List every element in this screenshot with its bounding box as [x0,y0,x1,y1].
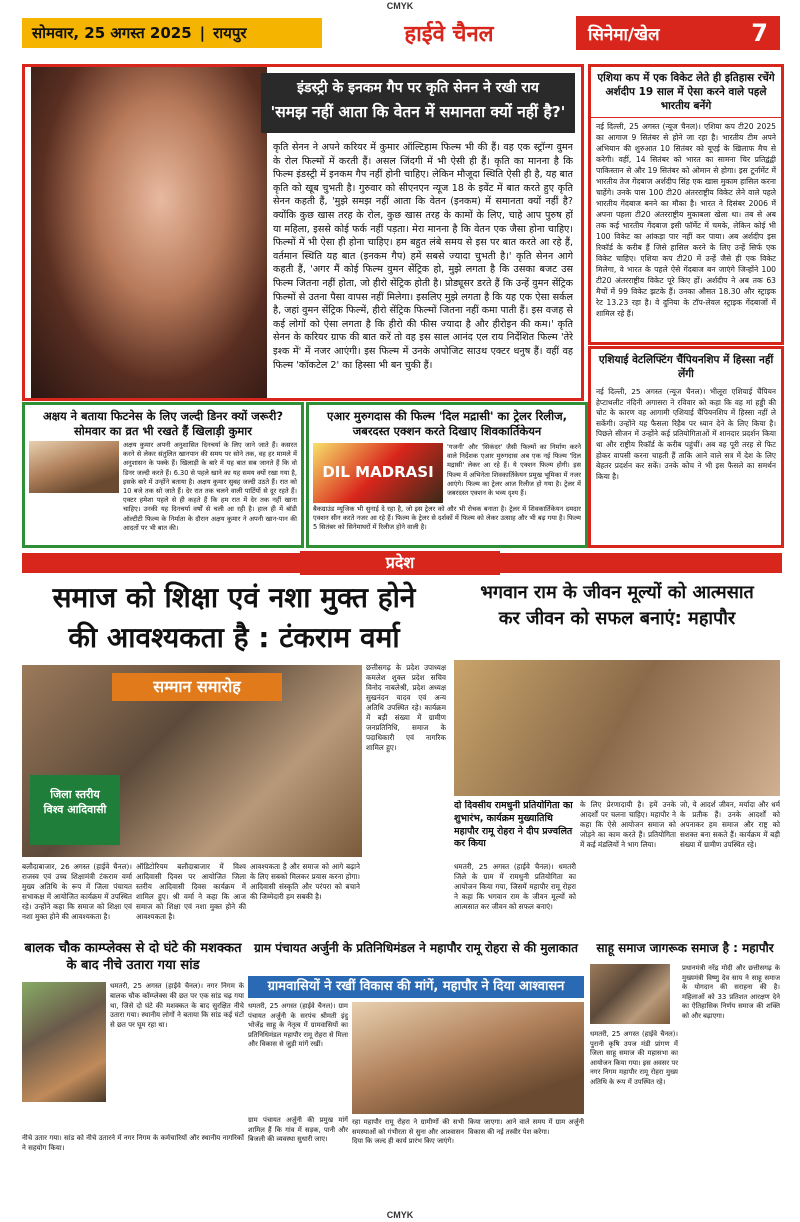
ram-headline-box [454,580,780,656]
cmyk-bottom: CMYK [386,1210,414,1220]
kriti-body: कृति सेनन ने अपने करियर में कुमार ऑल्टिहाम फिल्म भी की हैं। वह एक स्ट्रॉन्ग वुमन के रोल फिल्मों में करती हैं। असल जिंदगी में भी ऐसी ही हैं। कृति का मानना है कि फिल्म इंडस्ट्री में इनकम गैप नहीं होनी चाहिए। लेकिन मौजूदा स्थिति ऐसी ही है, यह बात कृति को खूब चुभती है। गुरुवार को सीएनएन न्यूज 18 के इवेंट में बात करते हुए कृति सेनन कहती हैं, 'मुझे समझ नहीं आता कि वेतन (इनकम) में समानता क्यों नहीं है? क्योंकि कुछ खास तरह के रोल, कुछ खास तरह के कामों के लिए, चाहे आप पुरुष हों या महिला, इससे कोई फर्क नहीं पड़ता। मेरा मानना है कि वेतन एक जैसा होना चाहिए। फिल्मों में भी ऐसा ही होना चाहिए। हम बहुत लंबे समय से इस पर बात करते आ रहे हैं, वर्तमान स्थिति यह बात (इनकम गैप) हमें सबसे ज्यादा चुभती है।' कृति सेनन आगे कहती हैं, 'अगर मैं कोई फिल्म वुमन सेंट्रिक हो, मुझे लगता है कि उसका बजट उस फिल्म जितना नहीं होता, जो हीरो सेंट्रिक होती है। प्रोड्यूसर डरते हैं कि उन्हें वुमन सेंट्रिक फिल्मों से उतना पैसा वापस नहीं मिलेगा। इसलिए मुझे लगता है कि यह एक ऐसा सर्कल है, जहां वुमन सेंट्रिक फिल्में, हीरो सेंट्रिक फिल्मों जितना नहीं कमा पाती हैं। इस वजह से कई लोगों को ऐसा लगता है कि हीरो की फीस ज्यादा है और हीरोइन की कम।' कृति सेनन के करियर ग्राफ की बात करें तो वह इस साल आनंद एल राय निर्देशित फिल्म 'तेरे इश्क में' में नजर आएंगी। इस फिल्म में उनके अपोजिट साउथ एक्टर धनुष हैं। वहीं वह फिल्म 'कॉकटेल 2' का हिस्सा भी बन चुकी हैं। [273,142,573,371]
complex-body: धमतरी, 25 अगस्त (हाईवे चैनल)। नगर निगम के बालक चौक कॉम्प्लेक्स की छत पर एक सांड चढ़ गया था, जिसे दो घंटे की मशक्कत के बाद सुरक्षित नीचे उतारा गया। स्थानीय लोगों ने बताया कि सांड कई घंटों से छत पर घूम रहा था। [110,982,244,1030]
header-section-bar [576,16,780,50]
tankaram-col1: बलौदाबाजार, 26 अगस्त (हाईवे चैनल)। राजस्व एवं उच्च शिक्षामंत्री टंकराम वर्मा मुख्य अतिथि के रूप में जिला पंचायत सभाकक्ष में आयोजित कार्यक्रम में उपस्थित रहे। उन्होंने कहा कि समाज को शिक्षा एवं नशा मुक्त होने की आवश्यकता है। [22,862,132,921]
asia-cup-headline: एशिया कप में एक विकेट लेते ही इतिहास रचेंगे अर्शदीप 19 साल में ऐसा करने वाले पहले भारतीय बनेंगे [591,67,781,118]
murugadoss-headline: एआर मुरुगदास की फिल्म 'दिल मद्रासी' का ट्रेलर रिलीज, जबरदस्त एक्शन करते दिखाए शिवकार्तिकेयन [327,409,567,438]
tankaram-col3: आवश्यकता है और समाज को आगे बढ़ाने के लिए सबको मिलकर प्रयास करना होगा। आदिवासी संस्कृति और परंपरा को बचाने की जिम्मेदारी हम सबकी है। [250,862,360,901]
arjuni-body-3: रहा महापौर रामू रोहरा ने ग्रामीणों की सभी समस्याओं को गंभीरता से सुना और आश्वासन दिया कि जल्द ही कार्य प्रारंभ किए जाएंगे। [352,1118,464,1146]
ram-headline-2: कर जीवन को सफल बनाएं: महापौर [498,608,736,629]
nandini-body: नई दिल्ली, 25 अगस्त (न्यूज चैनल)। भीलूरा एशियाई चैंपियन हेप्टाथलीट नंदिनी अगासरा ने रविवार को कहा कि वह मां हड्डी की चोट के कारण वह आगामी एशियाई चैंपियनशिप में हिस्सा नहीं ले सकेंगी। उन्होंने यह फैसला रिहैब पर ध्यान देने के लिए किया है। पिछले सीजन में उन्होंने कई प्रतियोगिताओं में शानदार प्रदर्शन किया था और राष्ट्रीय रिकॉर्ड के करीब पहुंचीं। अब वह पूरी तरह से फिट होकर वापसी करना चाहती हैं ताकि आने वाले सत्र में देश के लिए बेहतर प्रदर्शन कर सकें। उनके कोच ने भी इस फैसले का समर्थन किया है। [596,387,776,481]
kriti-photo [31,67,267,398]
kriti-headline-2: 'समझ नहीं आता कि वेतन में समानता क्यों नहीं है?' [270,103,566,121]
kriti-headline-1: इंडस्ट्री के इनकम गैप पर कृति सेनन ने रखी राय [297,80,539,96]
tankaram-col2: ऑडिटोरियम बलौदाबाजार में विश्व आदिवासी दिवस पर आयोजित जिला स्तरीय आदिवासी दिवस कार्यक्रम में शामिल हुए। श्री वर्मा ने कहा कि आज समाज को शिक्षा एवं नशा मुक्त होने की आवश्यकता है। [136,862,246,921]
ram-body-3: जो, ये आदर्श जीवन, मर्यादा और धर्म के प्रतीक हैं। उनके आदर्शों को अपनाकर हम समाज और राष्ट्र को सशक्त बना सकते हैं। कार्यक्रम में बड़ी संख्या में ग्रामीण उपस्थित रहे। [680,800,780,849]
header-brand: हाईवे चैनल [404,21,494,47]
akshay-photo [29,441,119,493]
arjuni-subbar: ग्रामवासियों ने रखीं विकास की मांगें, महापौर ने दिया आश्वासन [248,976,584,998]
section-label: प्रदेश [300,551,500,575]
sahu-headline: साहू समाज जागरूक समाज है : महापौर [596,941,774,955]
arjuni-body-2: ग्राम पंचायत अर्जुनी की प्रमुख मांगें शामिल हैं कि गांव में सड़क, पानी और बिजली की व्यवस्था सुधारी जाए। [248,1116,348,1144]
header-city: रायपुर [213,24,247,42]
poster-text: DIL MADRASI [322,463,434,481]
murugadoss-story [306,402,588,548]
stage-text-2: विश्व आदिवासी [43,803,107,816]
arjuni-photo [352,1002,584,1114]
arjuni-body-1: धमतरी, 25 अगस्त (हाईवे चैनल)। ग्राम पंचायत अर्जुनी के सरपंच श्रीमती इंदु भोजेंद्र साहू के नेतृत्व में ग्रामवासियों का प्रतिनिधिमंडल महापौर रामू रोहरा से मिला और विकास से जुड़ी मांगें रखीं। [248,1002,348,1049]
complex-photo [22,982,106,1102]
stage-text-1: जिला स्तरीय [50,788,100,801]
kriti-headline-box [261,73,575,133]
akshay-headline: अक्षय ने बताया फिटनेस के लिए जल्दी डिनर क्यों जरूरी? सोमवार का व्रत भी रखते हैं खिलाड़ी कुमार [42,409,284,438]
cmyk-top: CMYK [386,1,414,11]
tankaram-headline-1: समाज को शिक्षा एवं नशा मुक्त होने [52,581,416,614]
dil-madrasi-poster [313,443,443,503]
nandini-story [588,346,784,548]
tankaram-col4: छत्तीसगढ़ के प्रदेश उपाध्यक्ष कमलेश शुक्ल प्रदेश सचिव विनोद नाबलेश्री, प्रदेश अध्यक्ष सुखनंदन यादव एवं अन्य अतिथि उपस्थित रहे। कार्यक्रम में बड़ी संख्या में ग्रामीण जनप्रतिनिधि, समाज के पदाधिकारी एवं नागरिक शामिल हुए। [366,663,446,752]
sahu-photo [590,964,670,1024]
page-header [22,14,780,52]
nandini-headline: एशियाई वेटलिफ्टिंग चैंपियनशिप में हिस्सा नहीं लेंगी [598,354,774,380]
arjuni-body-4: किया जाएगा। आने वाले समय में ग्राम अर्जुनी विकास की नई तस्वीर पेश करेगा। [468,1118,584,1136]
header-date: सोमवार, 25 अगस्त 2025 [32,24,192,42]
arjuni-headline: ग्राम पंचायत अर्जुनी के प्रतिनिधिमंडल ने महापौर रामू रोहरा से की मुलाकात [254,941,578,955]
tankaram-banner: सम्मान समारोह [112,673,282,701]
akshay-body: अक्षय कुमार अपनी अनुशासित दिनचर्या के लिए जाने जाते हैं। कसरत करने से लेकर संतुलित खानपान की समय पर सोने तक, वह हर मामले में अनुशासन के पक्के हैं। खिलाड़ी के बारे में यह बात सब जानते हैं कि वो डिनर जल्दी करते हैं। 6.30 से पहले खाने का यह समय क्यों रखा गया है, इसके बारे में उन्होंने बताया है। अक्षय कुमार सुबह जल्दी उठते हैं। रात को 10 बजे तक सो जाते हैं। देर रात तक चलने वाली पार्टियों से दूर रहते हैं। एक्टर हमेशा पहले से ही कहते हैं कि हम रात में देर तक नहीं खाना चाहिए। उनकी यह दिनचर्या वर्षों से चली आ रही है। हाल ही में बॉडी ऑल्टीटी फिल्म के निर्माता के दौरान अक्षय कुमार ने अपनी खान-पान की आदतों पर भी बात की। [123,441,297,532]
murugadoss-body-bottom: बैकग्राउंड म्यूजिक भी सुनाई दे रहा है, जो इस ट्रेलर को और भी रोचक बनाता है। ट्रेलर में शिवकार्तिकेयन दमदार एक्शन सीन करते नजर आ रहे हैं। फिल्म के ट्रेलर से दर्शकों में फिल्म को लेकर उत्साह और भी बढ़ गया है। फिल्म 5 सितंबर को सिनेमाघरों में रिलीज होने वाली है। [313,505,581,532]
ram-photo [454,660,780,796]
header-section: सिनेमा/खेल [588,24,660,45]
complex-story [22,938,244,1208]
ram-caption: दो दिवसीय रामधुनी प्रतियोगिता का शुभारंभ, कार्यक्रम मुख्यातिथि महापौर रामू रोहरा ने दीप प्रज्वलित कर किया [454,800,573,850]
akshay-story [22,402,304,548]
ram-body-1: धमतरी, 25 अगस्त (हाईवे चैनल)। धमतरी जिले के ग्राम में रामधुनी प्रतियोगिता का आयोजन किया गया, जिसमें महापौर रामू रोहरा ने कहा कि भगवान राम के जीवन मूल्यों को आत्मसात कर जीवन को सफल बनाएं। [454,862,576,911]
murugadoss-body-right: 'गजनी' और 'सिकंदर' जैसी फिल्मों का निर्माण करने वाले निर्देशक एआर मुरुगदास अब एक नई फिल्म 'दिल मद्रासी' लेकर आ रहे हैं। ये एक्शन फिल्म होगी। इस फिल्म में अभिनेता शिवकार्तिकेयन प्रमुख भूमिका में नजर आएंगे। फिल्म का ट्रेलर आज रिलीज हो गया है। ट्रेलर में जबरदस्त एक्शन के भव्य दृश्य हैं। [447,443,581,498]
tankaram-stage-board [30,775,120,845]
kriti-story [22,64,584,401]
sahu-body-1: धमतरी, 25 अगस्त (हाईवे चैनल)। पुरानी कृषि उपज मंडी प्रांगण में जिला साहू समाज की महासभा का आयोजन किया गया। इस अवसर पर नगर निगम महापौर रामू रोहरा मुख्य अतिथि के रूप में उपस्थित रहे। [590,1030,678,1086]
sahu-story [590,938,780,1210]
tankaram-headline-box [22,578,446,662]
ram-body-2: के लिए प्रेरणादायी है। हमें उनके आदर्शों पर चलना चाहिए। महापौर ने कहा कि ऐसे आयोजन समाज को जोड़ने का काम करते हैं। प्रतियोगिता में कई मंडलियों ने भाग लिया। [580,800,676,849]
ram-headline-1: भगवान राम के जीवन मूल्यों को आत्मसात [480,582,754,603]
asia-cup-story [588,64,784,345]
header-date-bar: सोमवार, 25 अगस्त 2025 | रायपुर [22,18,322,48]
complex-body-2: नीचे उतार गया। सांड को नीचे उतारने में नगर निगम के कर्मचारियों और स्थानीय नागरिकों ने सहयोग किया। [22,1134,244,1152]
sahu-body-2: प्रधानमंत्री नरेंद्र मोदी और छत्तीसगढ़ के मुख्यमंत्री विष्णु देव साय ने साहू समाज के योगदान की सराहना की है। महिलाओं को 33 प्रतिशत आरक्षण देने का ऐतिहासिक निर्णय समाज की शक्ति को और बढ़ाएगा। [682,964,780,1020]
tankaram-headline-2: की आवश्यकता है : टंकराम वर्मा [68,621,400,654]
arjuni-story [248,938,584,1210]
asia-cup-body: नई दिल्ली, 25 अगस्त (न्यूज चैनल)। एशिया कप टी20 2025 का आगाज 9 सितंबर से होने जा रहा है। भारतीय टीम अपने अभियान की शुरुआत 10 सितंबर को यूएई के खिलाफ मैच से करेगी। वहीं, 14 सितंबर को भारत का सामना चिर प्रतिद्वंद्वी पाकिस्तान से और 19 सितंबर को ओमान से होगा। इस टूर्नामेंट में भारतीय तेज गेंदबाज अर्शदीप सिंह एक खास मुकाम हासिल करना चाहेंगे। उनके पास 100 टी20 अंतरराष्ट्रीय विकेट लेने वाले पहले भारतीय गेंदबाज बनने का मौका है। भारत ने दिसंबर 2006 में अपना पहला टी20 अंतरराष्ट्रीय मुकाबला खेला था। तब से अब तक कई भारतीय गेंदबाज इसी फॉर्मेट में चमके, लेकिन कोई भी 100 विकेट का आंकड़ा पार नहीं कर पाया। अब अर्शदीप इस रिकॉर्ड के करीब हैं जिसे हासिल करने के लिए उन्हें सिर्फ एक विकेट चाहिए। एशिया कप टी20 में उन्हें जैसे ही एक विकेट मिलेगा, वे भारत के पहले ऐसे गेंदबाज बन जाएंगे जिन्होंने 100 टी20 अंतरराष्ट्रीय विकेट पूरे किए हों। अर्शदीप ने अब तक 63 मैचों में 99 विकेट झटके हैं। उनका औसत 18.30 और स्ट्राइक रेट 13.23 रहा है। वे दुनिया के टॉप-लेवल स्ट्राइक गेंदबाजों में शामिल रहे हैं। [596,122,776,318]
header-page-number: 7 [751,19,768,47]
tankaram-photo [22,665,362,857]
complex-headline: बालक चौक काम्प्लेक्स से दो घंटे की मशक्कत के बाद नीचे उतारा गया सांड [24,941,242,973]
